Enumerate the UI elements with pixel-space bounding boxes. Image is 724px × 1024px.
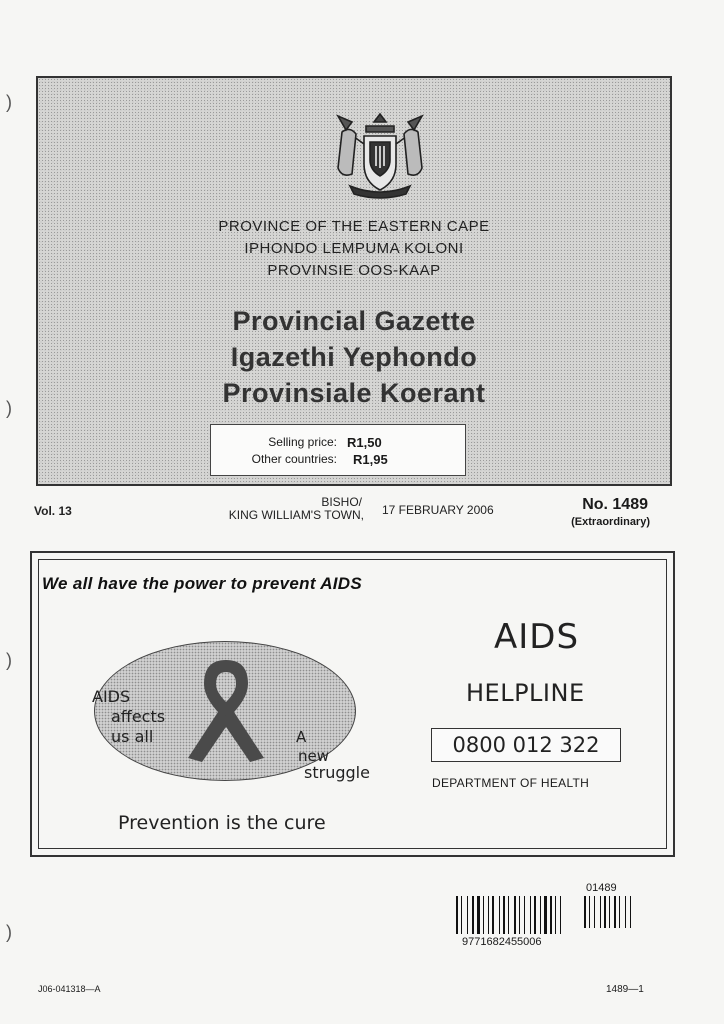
issue-date: 17 FEBRUARY 2006 <box>382 503 494 517</box>
barcode-number: 9771682455006 <box>462 936 542 948</box>
footer-page-code: 1489—1 <box>606 984 644 995</box>
advert-header: We all have the power to prevent AIDS <box>42 574 363 593</box>
gazette-title-afrikaans: Provinsiale Koerant <box>222 378 486 408</box>
footer-code-left: J06-041318—A <box>38 984 101 994</box>
place-line-2: KING WILLIAM'S TOWN, <box>228 508 364 522</box>
cover-panel <box>36 76 672 486</box>
punch-hole-mark: ) <box>6 92 12 112</box>
selling-price-label: Selling price: <box>268 435 337 449</box>
awareness-ribbon-icon <box>176 650 276 770</box>
a-word: A <box>296 728 307 746</box>
prevention-slogan: Prevention is the cure <box>118 812 326 834</box>
other-countries-label: Other countries: <box>251 452 337 466</box>
department-of-health: DEPARTMENT OF HEALTH <box>432 776 590 790</box>
affects-word: affects <box>111 707 166 726</box>
struggle-word: struggle <box>304 763 370 782</box>
volume-number: Vol. 13 <box>34 504 72 518</box>
place-line-1: BISHO/ <box>321 495 362 509</box>
barcode-small-number: 01489 <box>586 882 617 894</box>
new-word: new <box>298 747 330 765</box>
punch-hole-mark: ) <box>6 650 12 670</box>
price-box <box>210 424 466 476</box>
selling-price-value: R1,50 <box>347 435 382 450</box>
helpline-aids-title: AIDS <box>494 617 580 657</box>
us-all-word: us all <box>111 727 154 746</box>
punch-hole-mark: ) <box>6 398 12 418</box>
issue-number: No. 1489 <box>582 496 648 513</box>
province-name-xhosa: IPHONDO LEMPUMA KOLONI <box>244 240 464 257</box>
province-name-english: PROVINCE OF THE EASTERN CAPE <box>218 218 490 235</box>
coat-of-arms-icon <box>320 106 440 206</box>
gazette-title-xhosa: Igazethi Yephondo <box>230 342 478 372</box>
punch-hole-mark: ) <box>6 922 12 942</box>
province-name-afrikaans: PROVINSIE OOS-KAAP <box>267 262 441 279</box>
helpline-title: HELPLINE <box>466 679 585 707</box>
other-countries-value: R1,95 <box>353 452 388 467</box>
gazette-title-english: Provincial Gazette <box>232 306 476 336</box>
helpline-phone-number: 0800 012 322 <box>431 728 621 762</box>
extraordinary-label: (Extraordinary) <box>571 516 650 528</box>
aids-word-left: AIDS <box>92 687 131 706</box>
